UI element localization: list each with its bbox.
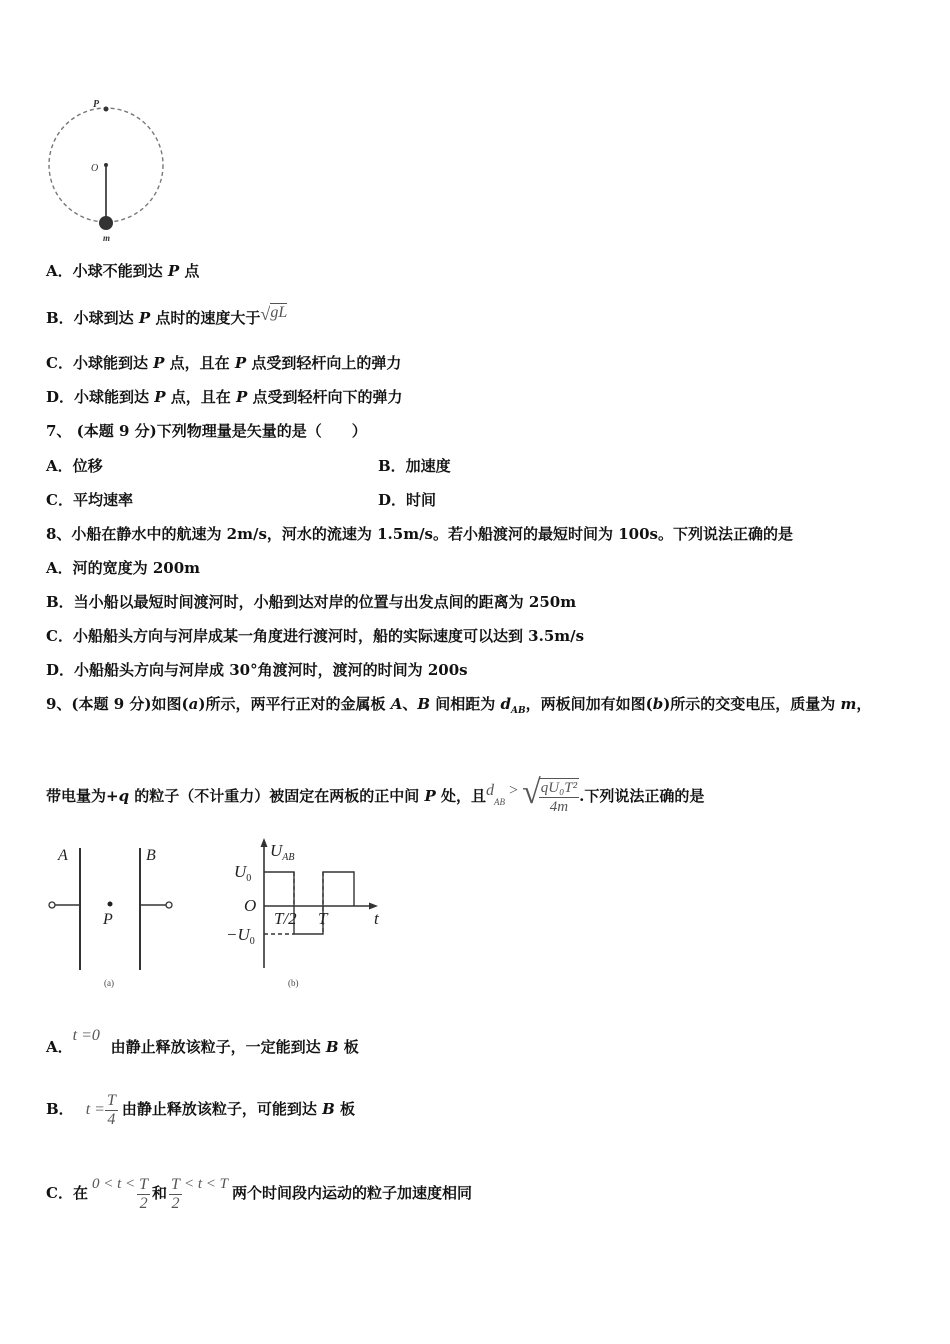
- top-point: [104, 107, 109, 112]
- label-m: m: [103, 233, 111, 243]
- q7-stem: 7、 (本题 9 分)下列物理量是矢量的是（ ）: [46, 422, 367, 440]
- circular-motion-figure: [40, 95, 175, 245]
- q6-option-c: C．小球能到达 P 点，且在 P 点受到轻杆向上的弹力: [46, 354, 402, 372]
- label-u0: $U_0$: [234, 862, 252, 884]
- voltage-graph-b: [222, 834, 397, 994]
- label-p: P: [103, 911, 113, 928]
- q8-option-d: D．小船船头方向与河岸成 30°角渡河时，渡河的时间为 200s: [46, 661, 468, 679]
- label-plate-a: A: [58, 847, 68, 864]
- q7-option-a: A．位移: [46, 457, 103, 475]
- q9-option-b: B． t = $\frac{T}{4}$ 由静止释放该粒子，可能到达 B 板: [46, 1091, 355, 1128]
- q6-option-b: B．小球到达 P 点时的速度大于√gL: [46, 304, 288, 327]
- label-plate-b: B: [146, 847, 156, 864]
- label-t-half: T/2: [274, 909, 297, 928]
- terminal-b: [166, 902, 172, 908]
- label-neg-u0: $-U_0$: [226, 925, 255, 947]
- label-origin: O: [244, 896, 257, 915]
- plates-figure-a: [44, 840, 194, 990]
- label-t: T: [318, 909, 328, 928]
- q7-option-b: B．加速度: [378, 457, 451, 475]
- pivot-point: [104, 163, 108, 167]
- q6-option-d: D．小球能到达 P 点，且在 P 点受到轻杆向下的弹力: [46, 388, 403, 406]
- label-o: O: [91, 163, 99, 174]
- q7-option-c: C．平均速率: [46, 491, 133, 509]
- q9-option-c: C．在 0 < t < $\frac{T}{2}$ 和 $\frac{T}{2}$ < t < T 两个时间段内运动的粒子加速度相同: [46, 1175, 472, 1212]
- ball: [99, 216, 113, 230]
- q9-stem: 9、(本题 9 分)如图(a)所示，两平行正对的金属板 A、B 间相距为 $d_{AB}$，两板间加有如图(b)所示的交变电压，质量为 m，: [46, 695, 872, 716]
- q8-option-c: C．小船船头方向与河岸成某一角度进行渡河时，船的实际速度可以达到 3.5m/s: [46, 627, 585, 645]
- q9-option-a: A．t =0由静止释放该粒子，一定能到达 B 板: [46, 1027, 359, 1056]
- q7-option-d: D．时间: [378, 491, 437, 509]
- q6-option-a: A．小球不能到达 P 点: [46, 262, 200, 280]
- label-u-ab: $U_{AB}$: [270, 841, 295, 863]
- label-p: P: [93, 99, 100, 110]
- q8-option-b: B．当小船以最短时间渡河时，小船到达对岸的位置与出发点间的距离为 250m: [46, 593, 577, 611]
- caption-b: (b): [288, 978, 299, 988]
- q8-stem: 8、小船在静水中的航速为 2m/s，河水的流速为 1.5m/s。若小船渡河的最短时间为 100s。下列说法正确的是: [46, 525, 793, 543]
- terminal-a: [49, 902, 55, 908]
- q9-stem-line2: 带电量为+q 的粒子（不计重力）被固定在两板的正中间 P 处，且$d_{AB}$ > √ $\frac{\text{qU₀T²}}{4m}$ .下列说法正确的是: [46, 774, 705, 815]
- particle-p: [108, 902, 113, 907]
- q8-option-a: A．河的宽度为 200m: [46, 559, 201, 577]
- caption-a: (a): [104, 978, 114, 988]
- label-t-axis: t: [374, 909, 379, 928]
- y-axis-arrow: [261, 838, 268, 847]
